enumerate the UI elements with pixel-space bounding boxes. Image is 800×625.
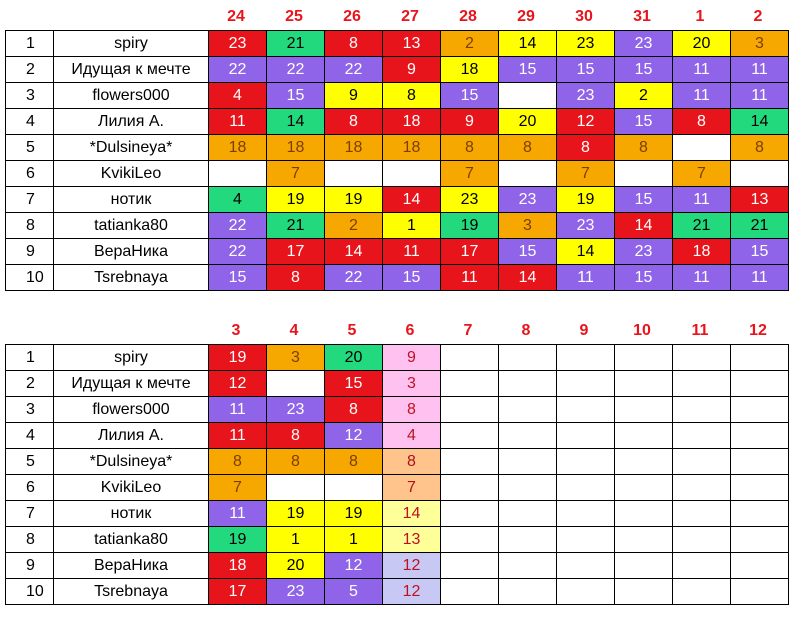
score-cell: 15 [209,265,267,291]
table-row [6,135,789,161]
score-cell [441,371,499,397]
row-number: 7 [6,187,54,213]
score-cell: 22 [209,57,267,83]
score-cell [731,423,789,449]
bottom-day-header [5,320,789,344]
score-cell: 11 [441,265,499,291]
score-cell: 14 [499,31,557,57]
score-cell: 7 [673,161,731,187]
score-cell: 11 [673,57,731,83]
score-cell: 13 [731,187,789,213]
score-cell [499,449,557,475]
score-cell: 14 [267,109,325,135]
score-cell: 12 [557,109,615,135]
score-cell [441,553,499,579]
score-cell: 14 [499,265,557,291]
score-cell [557,397,615,423]
score-cell: 18 [383,135,441,161]
bottom-schedule-block [5,320,789,605]
table-row [6,239,789,265]
score-cell [499,475,557,501]
score-cell [615,423,673,449]
score-cell [673,423,731,449]
participant-name: *Dulsineya* [54,135,209,161]
score-cell: 8 [731,135,789,161]
row-number: 3 [6,397,54,423]
score-cell [499,83,557,109]
score-cell [615,397,673,423]
score-cell: 15 [615,265,673,291]
score-cell [267,475,325,501]
day-header-3: 3 [231,322,241,339]
score-cell: 14 [731,109,789,135]
score-cell [325,161,383,187]
participant-name: Tsrebnaya [54,265,209,291]
row-number: 10 [6,265,54,291]
score-cell: 4 [383,423,441,449]
score-cell [441,345,499,371]
participant-name: Идущая к мечте [54,57,209,83]
score-cell: 21 [267,213,325,239]
score-cell [615,579,673,605]
score-cell [731,579,789,605]
score-cell: 8 [325,449,383,475]
score-cell: 14 [383,187,441,213]
score-cell: 8 [383,449,441,475]
score-cell: 22 [267,57,325,83]
score-cell: 8 [441,135,499,161]
day-header-30: 30 [575,8,593,25]
top-schedule-table [5,30,789,291]
score-cell [615,553,673,579]
score-cell: 21 [267,31,325,57]
table-row [6,579,789,605]
day-header-2: 2 [753,8,763,25]
score-cell [325,475,383,501]
day-header-11: 11 [691,322,709,339]
row-number: 6 [6,475,54,501]
score-cell [731,475,789,501]
score-cell: 8 [499,135,557,161]
day-header-9: 9 [579,322,589,339]
score-cell: 19 [325,501,383,527]
score-cell: 4 [209,83,267,109]
score-cell [557,475,615,501]
row-number: 9 [6,239,54,265]
score-cell: 12 [383,579,441,605]
score-cell: 12 [325,553,383,579]
participant-name: ВераНика [54,553,209,579]
score-cell: 20 [267,553,325,579]
score-cell: 18 [673,239,731,265]
score-cell [731,397,789,423]
score-cell: 11 [209,501,267,527]
score-cell [615,161,673,187]
participant-name: flowers000 [54,397,209,423]
score-cell: 15 [267,83,325,109]
score-cell: 18 [383,109,441,135]
score-cell: 8 [267,449,325,475]
day-header-10: 10 [633,322,651,339]
day-header-26: 26 [343,8,361,25]
score-cell [615,475,673,501]
score-cell [557,579,615,605]
score-cell: 8 [383,83,441,109]
score-cell [615,371,673,397]
score-cell [499,553,557,579]
score-cell: 18 [209,553,267,579]
table-row [6,527,789,553]
score-cell [499,345,557,371]
score-cell [557,553,615,579]
score-cell: 7 [557,161,615,187]
score-cell: 17 [267,239,325,265]
score-cell: 23 [557,31,615,57]
score-cell [673,501,731,527]
score-cell: 11 [383,239,441,265]
score-cell [441,475,499,501]
score-cell [499,423,557,449]
score-cell [499,371,557,397]
participant-name: Лилия А. [54,109,209,135]
score-cell: 17 [441,239,499,265]
score-cell: 11 [731,265,789,291]
score-cell: 23 [615,239,673,265]
score-cell: 23 [441,187,499,213]
table-row [6,553,789,579]
score-cell: 2 [325,213,383,239]
row-number: 5 [6,135,54,161]
participant-name: нотик [54,501,209,527]
table-row [6,265,789,291]
score-cell: 20 [673,31,731,57]
score-cell [557,345,615,371]
score-cell [441,449,499,475]
score-cell [441,501,499,527]
bottom-schedule-table [5,344,789,605]
score-cell [673,475,731,501]
score-cell: 1 [383,213,441,239]
score-cell: 8 [267,423,325,449]
participant-name: Идущая к мечте [54,371,209,397]
row-number: 9 [6,553,54,579]
score-cell [499,397,557,423]
score-cell: 22 [209,239,267,265]
row-number: 2 [6,57,54,83]
score-cell: 13 [383,527,441,553]
table-row [6,423,789,449]
score-cell: 11 [557,265,615,291]
score-cell [731,527,789,553]
score-cell [673,553,731,579]
score-cell [731,449,789,475]
score-cell: 7 [209,475,267,501]
score-cell: 18 [267,135,325,161]
participant-name: flowers000 [54,83,209,109]
score-cell: 19 [325,187,383,213]
day-header-24: 24 [227,8,245,25]
score-cell [441,579,499,605]
score-cell [557,371,615,397]
score-cell [499,501,557,527]
score-cell: 2 [441,31,499,57]
score-cell: 15 [499,57,557,83]
participant-name: Tsrebnaya [54,579,209,605]
score-cell [615,449,673,475]
day-header-12: 12 [749,322,767,339]
score-cell: 5 [325,579,383,605]
score-cell: 9 [383,57,441,83]
participant-name: KvikiLeo [54,475,209,501]
day-header-31: 31 [633,8,651,25]
score-cell: 19 [557,187,615,213]
table-row [6,161,789,187]
score-cell: 23 [557,83,615,109]
score-cell: 12 [325,423,383,449]
score-cell: 8 [209,449,267,475]
score-cell [499,579,557,605]
participant-name: нотик [54,187,209,213]
score-cell: 18 [209,135,267,161]
score-cell: 15 [383,265,441,291]
score-cell [731,371,789,397]
score-cell: 14 [557,239,615,265]
score-cell: 11 [209,109,267,135]
score-cell: 8 [383,397,441,423]
score-cell: 23 [267,579,325,605]
row-number: 5 [6,449,54,475]
table-row [6,397,789,423]
score-cell: 19 [209,345,267,371]
score-cell: 14 [615,213,673,239]
score-cell: 15 [499,239,557,265]
score-cell: 9 [441,109,499,135]
score-cell: 14 [325,239,383,265]
score-cell [441,527,499,553]
row-number: 6 [6,161,54,187]
score-cell: 15 [325,371,383,397]
score-cell: 22 [209,213,267,239]
row-number: 2 [6,371,54,397]
score-cell [441,423,499,449]
table-row [6,371,789,397]
score-cell: 8 [325,109,383,135]
row-number: 8 [6,527,54,553]
score-cell: 19 [267,187,325,213]
score-cell: 7 [267,161,325,187]
score-cell: 15 [615,187,673,213]
score-cell: 23 [209,31,267,57]
day-header-5: 5 [347,322,357,339]
score-cell: 20 [499,109,557,135]
score-cell [557,527,615,553]
score-cell: 15 [615,109,673,135]
day-header-1: 1 [695,8,705,25]
participant-name: tatianka80 [54,213,209,239]
score-cell: 19 [209,527,267,553]
score-cell: 11 [673,265,731,291]
score-cell: 9 [383,345,441,371]
score-cell: 11 [731,83,789,109]
score-cell [499,161,557,187]
score-cell: 23 [615,31,673,57]
table-row [6,57,789,83]
score-cell: 1 [267,527,325,553]
day-header-7: 7 [463,322,473,339]
score-cell: 8 [267,265,325,291]
score-cell: 8 [615,135,673,161]
score-cell: 12 [383,553,441,579]
score-cell: 8 [325,31,383,57]
participant-name: *Dulsineya* [54,449,209,475]
score-cell: 23 [499,187,557,213]
score-cell: 8 [557,135,615,161]
score-cell: 11 [673,83,731,109]
top-schedule-block [5,6,789,291]
score-cell: 11 [209,397,267,423]
day-header-28: 28 [459,8,477,25]
day-header-29: 29 [517,8,535,25]
score-cell: 17 [209,579,267,605]
row-number: 7 [6,501,54,527]
row-number: 1 [6,31,54,57]
score-cell: 20 [325,345,383,371]
score-cell: 11 [209,423,267,449]
score-cell: 9 [325,83,383,109]
row-number: 10 [6,579,54,605]
score-cell: 7 [441,161,499,187]
score-cell: 18 [325,135,383,161]
score-cell [557,423,615,449]
score-cell: 7 [383,475,441,501]
score-cell: 15 [441,83,499,109]
score-cell [673,579,731,605]
score-cell: 19 [441,213,499,239]
row-number: 4 [6,423,54,449]
score-cell: 15 [557,57,615,83]
score-cell: 12 [209,371,267,397]
participant-name: ВераНика [54,239,209,265]
score-cell: 13 [383,31,441,57]
table-row [6,501,789,527]
table-row [6,109,789,135]
score-cell: 3 [267,345,325,371]
score-cell: 3 [499,213,557,239]
top-day-header [5,6,789,30]
score-cell: 21 [673,213,731,239]
table-row [6,31,789,57]
score-cell [731,553,789,579]
score-cell: 3 [731,31,789,57]
day-header-4: 4 [289,322,299,339]
participant-name: spiry [54,31,209,57]
score-cell: 22 [325,265,383,291]
table-row [6,187,789,213]
score-cell [673,345,731,371]
score-cell [615,501,673,527]
table-row [6,83,789,109]
table-row [6,213,789,239]
score-cell: 22 [325,57,383,83]
score-cell [209,161,267,187]
score-cell [557,449,615,475]
score-cell [673,371,731,397]
score-cell: 11 [673,187,731,213]
score-cell: 23 [267,397,325,423]
score-cell: 3 [383,371,441,397]
participant-name: tatianka80 [54,527,209,553]
score-cell: 1 [325,527,383,553]
score-cell: 2 [615,83,673,109]
row-number: 3 [6,83,54,109]
score-cell [673,449,731,475]
score-cell [615,345,673,371]
day-header-27: 27 [401,8,419,25]
score-cell [499,527,557,553]
score-cell: 11 [731,57,789,83]
score-cell [731,161,789,187]
score-cell [441,397,499,423]
score-cell: 14 [383,501,441,527]
score-cell: 23 [557,213,615,239]
score-cell: 18 [441,57,499,83]
row-number: 8 [6,213,54,239]
score-cell [673,135,731,161]
score-cell [673,397,731,423]
score-cell [731,345,789,371]
score-cell [557,501,615,527]
table-row [6,345,789,371]
day-header-8: 8 [521,322,531,339]
table-row [6,475,789,501]
participant-name: Лилия А. [54,423,209,449]
score-cell [267,371,325,397]
score-cell: 15 [615,57,673,83]
score-cell: 4 [209,187,267,213]
day-header-25: 25 [285,8,303,25]
table-row [6,449,789,475]
participant-name: KvikiLeo [54,161,209,187]
row-number: 1 [6,345,54,371]
score-cell: 21 [731,213,789,239]
day-header-6: 6 [405,322,415,339]
score-cell: 19 [267,501,325,527]
score-cell: 15 [731,239,789,265]
score-cell: 8 [325,397,383,423]
score-cell [615,527,673,553]
score-cell [731,501,789,527]
score-cell [383,161,441,187]
score-cell: 8 [673,109,731,135]
participant-name: spiry [54,345,209,371]
row-number: 4 [6,109,54,135]
score-cell [673,527,731,553]
